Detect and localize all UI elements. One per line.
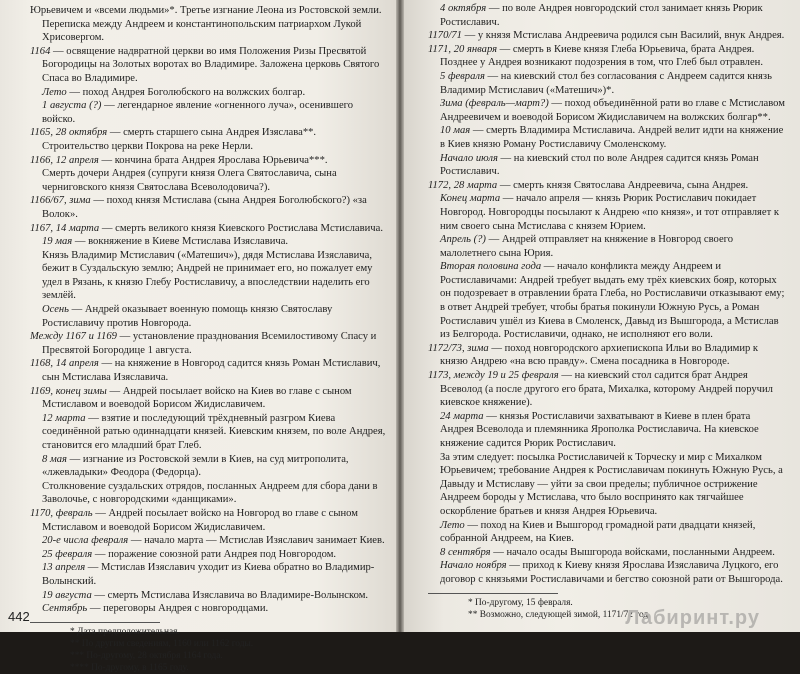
chronicle-entry [428, 70, 786, 97]
entry-text: — на киевский стол по воле Андрея садится князь Роман Ростиславич. [440, 152, 759, 178]
chronicle-entry [428, 179, 786, 193]
footnote: ** Возможно, следующей зимой, 1171/72 год. [468, 609, 651, 620]
entry-text: — взятие и последующий трёхдневный разгром Киева соединённой ратью одиннадцати князей. Киевским князем, по воле Андрея, становится его младший брат Глеб. [42, 412, 386, 451]
entry-date: Лето [42, 86, 67, 98]
entry-date: 1 августа (?) [42, 100, 102, 112]
entry-date: 1166/67, зима [30, 195, 91, 207]
entry-date: 1173, между 19 и 25 февраля [428, 370, 559, 382]
chronicle-entry [30, 126, 386, 140]
entry-text: — переговоры Андрея с новгородцами. [87, 603, 269, 615]
entry-text: — Андрей посылает войско на Киев во главе с сыном Мстиславом и воеводой Борисом Жидиславичем. [42, 385, 352, 411]
entry-text: — на киевский стол садится брат Андрея Всеволод (а после другого его брата, Михалка, которому Андрей поручил киевское княжение). [440, 370, 773, 409]
entry-date: Начало июля [440, 152, 498, 164]
chronicle-entry [428, 519, 786, 546]
footnote: * По-другому, 15 февраля. [468, 597, 573, 608]
chronicle-entry [428, 124, 786, 151]
entry-date: 4 октября [440, 3, 487, 14]
footnote: **** По-другому, в 1165 году. [70, 662, 189, 673]
entry-text: Князь Владимир Мстиславич («Матешич»), дядя Мстислава Изяславича, бежит в Суздальскую землю; Андрей не принимает его, но пожалует ему удел в Рязань, к князю Глебу Ростиславичу, а впоследствии наделить его землёй. [42, 249, 373, 302]
entry-date: Между 1167 и 1169 [30, 331, 117, 343]
footnote: *** По-другому, 28 октября 1164 года. [70, 650, 223, 661]
entry-text: — поражение союзной рати Андрея под Новгородом. [92, 548, 337, 560]
chronicle-entry [428, 410, 786, 451]
entry-text: — освящение надвратной церкви во имя Положения Ризы Пресвятой Богородицы на Золотых воротах во Владимире. Заложена церковь Святого Спаса во Владимире. [42, 45, 380, 84]
chronicle-entry [428, 546, 786, 560]
entry-date: 5 февраля [440, 70, 485, 82]
left-page-entries [30, 4, 386, 674]
entry-text: — смерть старшего сына Андрея Изяслава**. [107, 127, 317, 139]
entry-date: 13 апреля [42, 562, 86, 574]
entry-text: — смерть Владимира Мстиславича. Андрей велит идти на княжение в Киев князю Роману Ростиславичу Смоленскому. [440, 125, 784, 150]
footnote: * Дата предположительная. [70, 626, 180, 637]
chronicle-entry [428, 559, 786, 586]
left-page [0, 0, 396, 673]
chronicle-entry [30, 480, 386, 507]
entry-date: 1170, февраль [30, 507, 93, 519]
entry-text: — поход объединённой рати во главе с Мстиславом Андреевичем и воеводой Борисом Жидиславичем на волжских болгар**. [440, 98, 785, 123]
chronicle-entry [428, 29, 786, 43]
chronicle-entry [30, 167, 386, 194]
chronicle-entry [30, 507, 386, 534]
chronicle-entry [428, 342, 786, 369]
entry-text: — поход на Киев и Вышгород громадной рати двадцати князей, собранной Андреем, на Киев. [440, 519, 756, 545]
entry-text: — Андрей оказывает военную помощь князю Святославу Ростиславичу против Новгорода. [42, 304, 333, 329]
chronicle-entry [30, 154, 386, 168]
entry-text: — поход князя Мстислава (сына Андрея Боголюбского?) «за Волок». [42, 195, 367, 220]
entry-date: 1167, 14 марта [30, 222, 100, 234]
entry-date: 10 мая [440, 125, 471, 137]
entry-date: Лето [440, 519, 465, 531]
page-number: 442 [8, 609, 30, 625]
entry-date: Конец марта [440, 193, 501, 205]
entry-text: — Андрей отправляет на княжение в Новгород своего малолетнего сына Юрия. [440, 234, 734, 259]
entry-text: — Андрей посылает войско на Новгород во главе с сыном Мстиславом и воеводой Борисом Жидиславичем. [42, 507, 358, 533]
entry-text: Юрьевичем и «всеми людьми»*. Третье изгнание Леона из Ростовской земли. Переписка между Андреем и константинопольским патриархом Лукой Хрисовергом. [30, 5, 382, 44]
entry-date: 12 марта [42, 412, 86, 424]
entry-date: 19 мая [42, 236, 73, 248]
entry-text: — начало осады Вышгорода войсками, посланными Андреем. [490, 546, 775, 558]
entry-text: — у князя Мстислава Андреевича родился сын Василий, внук Андрея. [461, 30, 785, 42]
chronicle-entry [428, 43, 786, 70]
entry-date: 1172/73, зима [428, 342, 489, 354]
entry-text: — смерть в Киеве князя Глеба Юрьевича, брата Андрея. Позднее у Андрея возникают подозрения в том, что Глеб был отравлен. [440, 43, 763, 69]
entry-date: 1172, 28 марта [428, 179, 498, 191]
right-page [404, 0, 800, 632]
entry-date: 1165, 28 октября [30, 127, 108, 139]
entry-date: 19 августа [42, 589, 92, 601]
right-page-entries [428, 2, 786, 621]
chronicle-entry [30, 548, 386, 562]
entry-date: Начало ноября [440, 560, 507, 572]
footnote-separator [428, 593, 558, 594]
chronicle-entry [428, 451, 786, 519]
entry-text: — начало апреля — князь Рюрик Ростиславич покидает Новгород. Новгородцы посылают к Андрею «по князя», и тот отправляет к ним своего сына Мстислава с князем Юрием. [440, 193, 779, 232]
chronicle-entry [30, 385, 386, 412]
entry-text: — приход к Киеву князя Ярослава Изяславича Луцкого, его договор с князьями Ростиславичами и бегство союзной рати от Вышгорода. [440, 560, 783, 585]
entry-date: 24 марта [440, 410, 484, 422]
chronicle-entry [30, 140, 386, 154]
chronicle-entry [428, 369, 786, 410]
entry-text: — начало конфликта между Андреем и Ростиславичами: Андрей требует выдать ему трёх киевских бояр, которых он подозревает в отравлении брата Глеба, но Ростиславичи отказывают ему; в ответ Андрей требует, чтобы братья покинули Южную Русь, а Роман Ростиславич ушёл из Киева в Смоленск, Давыд из Вышгорода, а Мстислав из Белгорода. Ростиславичи, однако, не исполняют его воли. [440, 261, 785, 341]
entry-date: 1170/71 [428, 30, 462, 42]
chronicle-entry [30, 235, 386, 249]
chronicle-entry [30, 45, 386, 86]
chronicle-entry [30, 357, 386, 384]
entry-text: — изгнание из Ростовской земли в Киев, на суд митрополита, «лжевладыки» Феодора (Федорца). [42, 453, 349, 479]
chronicle-entry [428, 260, 786, 342]
chronicle-entry [30, 303, 386, 330]
entry-text: — начало марта — Мстислав Изяславич занимает Киев. [128, 535, 385, 547]
entry-text: — Мстислав Изяславич уходит из Киева обратно во Владимир-Волынский. [42, 562, 375, 587]
entry-date: Зима (февраль—март?) [440, 98, 549, 110]
entry-date: 1166, 12 апреля [30, 154, 99, 166]
chronicle-entry [428, 233, 786, 260]
chronicle-entry [30, 589, 386, 603]
labirint-watermark: Лабиринт.ру [625, 607, 760, 630]
chronicle-entry [30, 86, 386, 100]
entry-date: 8 сентября [440, 546, 491, 558]
entry-text: — смерть князя Святослава Андреевича, сына Андрея. [497, 179, 749, 191]
footnote-separator [30, 622, 160, 623]
chronicle-entry [30, 194, 386, 221]
entry-date: 1169, конец зимы [30, 385, 107, 397]
chronicle-entry [30, 249, 386, 303]
chronicle-entry [30, 99, 386, 126]
entry-text: Смерть дочери Андрея (супруги князя Олега Святославича, сына черниговского князя Святослава Всеволодовича?). [42, 168, 337, 193]
entry-date: Осень [42, 304, 69, 316]
entry-text: — смерть великого князя Киевского Ростислава Мстиславича. [99, 222, 383, 234]
footnote: ** По другим сведениям, 1160 или 1162 годы. [70, 638, 254, 649]
chronicle-entry [30, 602, 386, 616]
entry-text: — по воле Андрея новгородский стол занимает князь Рюрик Ростиславич. [440, 3, 763, 28]
entry-date: Сентябрь [42, 603, 88, 615]
entry-date: 20-е числа февраля [42, 535, 129, 547]
entry-text: — установление празднования Всемилостивому Спасу и Пресвятой Богородице 1 августа. [42, 331, 377, 356]
chronicle-entry [30, 222, 386, 236]
entry-text: — кончина брата Андрея Ярослава Юрьевича***. [98, 154, 328, 166]
chronicle-entry [30, 534, 386, 548]
book-gutter [396, 0, 404, 632]
chronicle-entry [428, 97, 786, 124]
entry-date: 1164 [30, 45, 51, 57]
entry-text: — легендарное явление «огненного луча», осенившего войско. [42, 100, 354, 125]
entry-text: — на княжение в Новгород садится князь Роман Мстиславич, сын Мстислава Изяславича. [42, 358, 381, 384]
entry-text: — поход новгородского архиепископа Ильи во Владимир к князю Андрею «на всю правду». Смена посадника в Новгороде. [440, 342, 759, 368]
chronicle-entry [30, 453, 386, 480]
entry-date: 1171, 20 января [428, 43, 498, 55]
entry-text: — на киевский стол без согласования с Андреем садится князь Владимир Мстиславич («Матешич»)*. [440, 70, 772, 96]
chronicle-entry [428, 192, 786, 233]
entry-text: — поход Андрея Боголюбского на волжских болгар. [66, 86, 306, 98]
entry-date: 8 мая [42, 453, 67, 465]
entry-text: Столкновение суздальских отрядов, посланных Андреем для сбора дани в Заволочье, с новгородскими «данщиками». [42, 480, 378, 506]
entry-date: Апрель (?) [440, 234, 486, 246]
entry-text: Строительство церкви Покрова на реке Нерли. [42, 140, 254, 152]
entry-date: 25 февраля [42, 548, 93, 560]
entry-date: 1168, 14 апреля [30, 358, 99, 370]
entry-date: Вторая половина года [440, 261, 542, 273]
chronicle-entry [30, 4, 386, 45]
entry-text: — смерть Мстислава Изяславича во Владимире-Волынском. [91, 589, 369, 601]
entry-text: — князья Ростиславичи захватывают в Киеве в плен брата Андрея Всеволода и племянника Ярополка Ростиславича. На киевское княжение садится Рюрик Ростиславич. [440, 410, 759, 449]
chronicle-entry [428, 152, 786, 179]
entry-text: — вокняжение в Киеве Мстислава Изяславича. [72, 236, 289, 248]
chronicle-entry [428, 2, 786, 29]
chronicle-entry [30, 412, 386, 453]
entry-text: За этим следует: посылка Ростиславичей к Торческу и мир с Михалком Юрьевичем; требование Андрея к Ростиславичам покинуть Южную Русь, а Давыду и Мстиславу — уйти за свои пределы; публичное острижение Андреем бороды у Мстислава, что было воспринято как тягчайшее оскорбление братьев и князя Андрея Юрьевича. [440, 451, 783, 517]
chronicle-entry [30, 561, 386, 588]
chronicle-entry [30, 330, 386, 357]
